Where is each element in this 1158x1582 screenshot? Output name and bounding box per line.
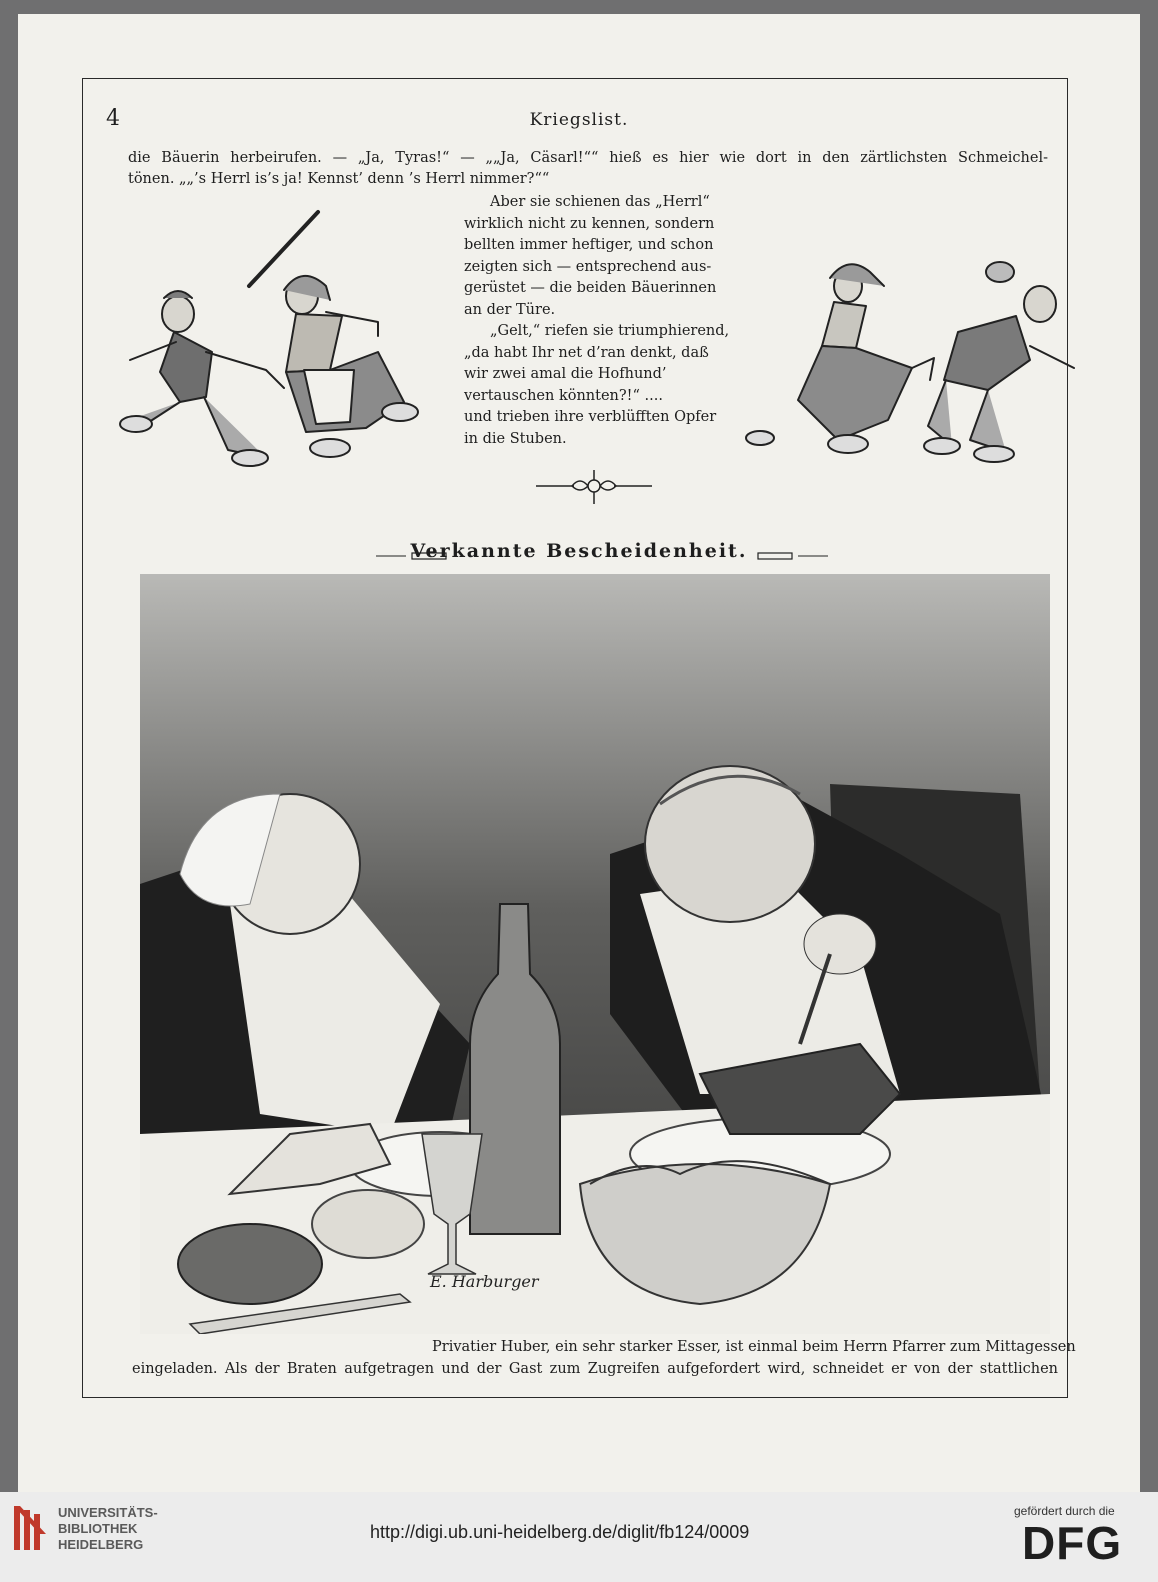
artist-signature: E. Harburger xyxy=(430,1272,539,1291)
dfg-logo: DFG xyxy=(1022,1517,1123,1569)
story-line-1: die Bäuerin herbeirufen. — „Ja, Tyras!“ — „„Ja, Cäsarl!““ hieß es hier wie dort in den zärtlichsten Schmeichel- xyxy=(128,150,1048,166)
col-line: bellten immer heftiger, und schon xyxy=(464,237,714,253)
col-line: an der Türe. xyxy=(464,301,556,318)
col-line: vertauschen könnten?!“ .... xyxy=(464,387,663,404)
caption-line-2: eingeladen. Als der Braten aufgetragen und der Gast zum Zugreifen aufgefordert wird, schneidet er von der stattlichen xyxy=(132,1361,1058,1377)
col-line: „Gelt,“ riefen sie triumphierend, xyxy=(490,323,730,339)
col-line: wirklich nicht zu kennen, sondern xyxy=(464,215,715,232)
section-ornament xyxy=(534,466,654,506)
article-title: Verkannte Bescheidenheit. xyxy=(410,540,748,562)
title-rule-right xyxy=(756,551,828,561)
col-line: in die Stuben. xyxy=(464,430,567,447)
story-line-2: tönen. „„’s Herrl is’s ja! Kennst’ denn ’s Herrl nimmer?““ xyxy=(128,171,550,187)
caption-line-1: Privatier Huber, ein sehr starker Esser, ist einmal beim Herrn Pfarrer zum Mittagessen xyxy=(432,1339,1076,1355)
col-line: zeigten sich — entsprechend aus- xyxy=(464,258,712,275)
scanned-page xyxy=(18,14,1140,1492)
ub-heidelberg-logo-icon xyxy=(10,1498,52,1558)
illustration-woman-kicking-man xyxy=(738,250,1088,470)
library-name-line: BIBLIOTHEK xyxy=(58,1521,138,1536)
col-line: und trieben ihre verblüfften Opfer xyxy=(464,409,717,425)
running-head: Kriegslist. xyxy=(529,110,629,130)
story-column xyxy=(464,192,730,450)
viewer-footer xyxy=(0,1492,1158,1582)
permalink-url[interactable]: http://digi.ub.uni-heidelberg.de/diglit/fb124/0009 xyxy=(370,1522,750,1542)
library-name-line: UNIVERSITÄTS- xyxy=(58,1505,158,1520)
col-line: wir zwei amal die Hofhund’ xyxy=(464,366,667,382)
page-number: 4 xyxy=(106,106,120,131)
library-name xyxy=(58,1505,158,1553)
library-name-line: HEIDELBERG xyxy=(58,1537,144,1552)
illustration-woman-chasing-man xyxy=(116,202,436,472)
sponsor-text: gefördert durch die xyxy=(1014,1504,1115,1518)
col-line: gerüstet — die beiden Bäuerinnen xyxy=(464,280,717,296)
col-line: Aber sie schienen das „Herrl“ xyxy=(490,194,710,210)
col-line: „da habt Ihr net d’ran denkt, daß xyxy=(464,344,709,361)
illustration-dinner-scene xyxy=(140,574,1050,1334)
